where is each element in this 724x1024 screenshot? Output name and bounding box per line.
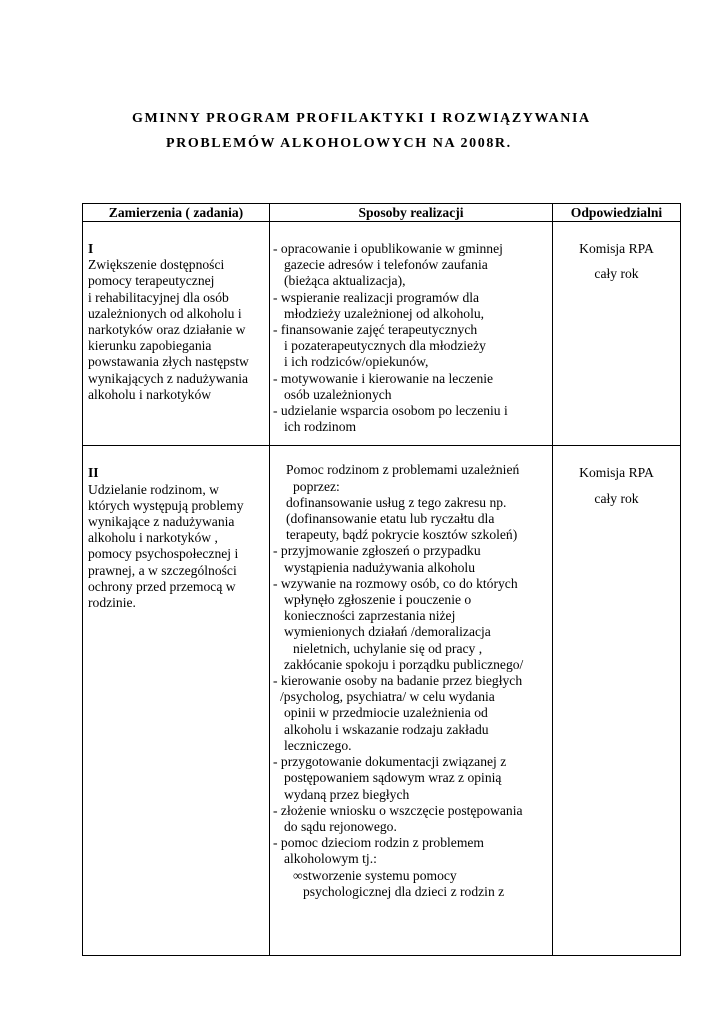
responsible-line: Komisja RPA xyxy=(579,465,654,481)
method-line: do sądu rejonowego. xyxy=(284,818,397,834)
method-line: - finansowanie zajęć terapeutycznych xyxy=(273,322,478,338)
method-line: (dofinansowanie etatu lub ryczałtu dla xyxy=(286,511,495,527)
methods-cell xyxy=(270,446,553,956)
method-line: - wspieranie realizacji programów dla xyxy=(273,289,480,305)
task-line: których występują problemy xyxy=(88,497,244,513)
method-line: - przygotowanie dokumentacji związanej z xyxy=(273,754,507,770)
method-line: - motywowanie i kierowanie na leczenie xyxy=(273,370,494,386)
task-line: wynikające z nadużywania xyxy=(88,514,235,530)
methods-cell xyxy=(270,222,553,446)
task-line: i rehabilitacyjnej dla osób xyxy=(88,289,229,305)
method-line: wystąpienia nadużywania alkoholu xyxy=(284,559,476,575)
task-line: kierunku zapobiegania xyxy=(88,338,212,354)
responsible-line: cały rok xyxy=(594,490,639,506)
table-row xyxy=(83,446,681,956)
responsible-cell xyxy=(553,222,681,446)
header-tasks: Zamierzenia ( zadania) xyxy=(83,204,270,222)
method-line: ich rodzinom xyxy=(284,419,357,435)
responsible-cell xyxy=(553,446,681,956)
method-line: i pozaterapeutycznych dla młodzieży xyxy=(284,338,486,354)
method-line: osób uzależnionych xyxy=(284,386,392,402)
method-line: - opracowanie i opublikowanie w gminnej xyxy=(273,241,503,256)
method-line: młodzieży uzależnionej od alkoholu, xyxy=(284,305,485,321)
task-line: alkoholu i narkotyków , xyxy=(88,530,218,546)
method-line: opinii w przedmiocie uzależnienia od xyxy=(284,705,488,721)
task-line: ochrony przed przemocą w xyxy=(88,578,236,594)
task-number: I xyxy=(88,241,94,256)
program-table xyxy=(82,203,681,956)
task-cell xyxy=(83,222,270,446)
task-line: narkotyków oraz działanie w xyxy=(88,322,246,338)
method-line: - przyjmowanie zgłoszeń o przypadku xyxy=(273,543,481,559)
method-line: gazecie adresów i telefonów zaufania xyxy=(284,257,488,273)
method-line: konieczności zaprzestania niżej xyxy=(284,608,456,624)
task-line: alkoholu i narkotyków xyxy=(88,386,212,402)
header-responsible: Odpowiedzialni xyxy=(553,204,681,222)
task-line: uzależnionych od alkoholu i xyxy=(88,305,242,321)
method-line: Pomoc rodzinom z problemami uzależnień xyxy=(286,462,520,478)
method-line: poprzez: xyxy=(293,478,340,494)
method-line: alkoholowym tj.: xyxy=(284,851,377,867)
responsible-line: Komisja RPA xyxy=(579,241,654,256)
method-line: nieletnich, uchylanie się od pracy , xyxy=(293,640,483,656)
method-line: alkoholu i wskazanie rodzaju zakładu xyxy=(284,721,489,737)
task-line: Zwiększenie dostępności xyxy=(88,257,225,273)
method-line: i ich rodziców/opiekunów, xyxy=(284,354,429,370)
task-line: rodzinie. xyxy=(88,595,136,611)
method-line: - udzielanie wsparcia osobom po leczeniu i xyxy=(273,403,508,419)
task-line: wynikających z nadużywania xyxy=(88,370,249,386)
header-methods: Sposoby realizacji xyxy=(270,204,553,222)
task-cell xyxy=(83,446,270,956)
document-title-line-1: GMINNY PROGRAM PROFILAKTYKI I ROZWIĄZYWANIA xyxy=(132,111,591,126)
method-line: ∞stworzenie systemu pomocy xyxy=(293,867,457,883)
method-line: psychologicznej dla dzieci z rodzin z xyxy=(303,883,505,899)
task-line: Udzielanie rodzinom, w xyxy=(88,481,219,497)
method-line: leczniczego. xyxy=(284,737,352,753)
responsible-line: cały rok xyxy=(594,266,639,282)
method-line: zakłócanie spokoju i porządku publicznego/ xyxy=(284,656,524,672)
task-line: prawnej, a w szczególności xyxy=(88,562,237,578)
method-line: - kierowanie osoby na badanie przez biegłych xyxy=(273,673,523,689)
method-line: postępowaniem sądowym wraz z opinią xyxy=(284,770,502,786)
task-line: powstawania złych następstw xyxy=(88,354,249,370)
task-line: pomocy psychospołecznej i xyxy=(88,546,239,562)
task-line: pomocy terapeutycznej xyxy=(88,273,215,289)
table-row xyxy=(83,222,681,446)
method-line: /psycholog, psychiatra/ w celu wydania xyxy=(280,689,495,705)
document-title-line-2: PROBLEMÓW ALKOHOLOWYCH NA 2008R. xyxy=(166,136,512,151)
method-line: wydaną przez biegłych xyxy=(284,786,410,802)
method-line: - pomoc dzieciom rodzin z problemem xyxy=(273,835,485,851)
method-line: dofinansowanie usług z tego zakresu np. xyxy=(286,494,507,510)
method-line: (bieżąca aktualizacja), xyxy=(284,273,406,289)
method-line: wpłynęło zgłoszenie i pouczenie o xyxy=(284,592,472,608)
method-line: - wzywanie na rozmowy osób, co do których xyxy=(273,575,518,591)
task-number: II xyxy=(88,465,99,481)
method-line: terapeuty, bądź pokrycie kosztów szkoleń) xyxy=(286,527,518,543)
table-header-row xyxy=(83,204,681,222)
method-line: - złożenie wniosku o wszczęcie postępowania xyxy=(273,802,523,818)
method-line: wymienionych działań /demoralizacja xyxy=(284,624,491,640)
